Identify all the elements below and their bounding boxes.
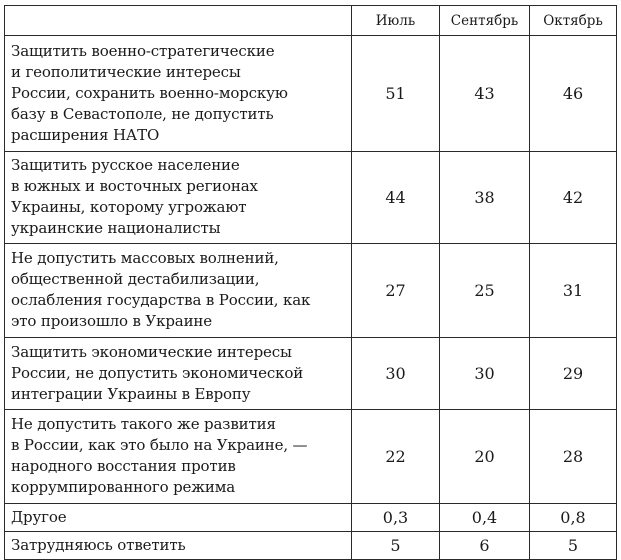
- label-line: в южных и восточных регионах: [11, 177, 258, 195]
- label-line: это произошло в Украине: [11, 312, 213, 330]
- survey-table-container: [4, 5, 616, 560]
- row-label: [5, 410, 352, 504]
- row-label: [5, 152, 352, 244]
- label-line: коррумпированного режима: [11, 478, 236, 496]
- row-label: [5, 36, 352, 152]
- header-row: [5, 6, 617, 36]
- value-september: 25: [440, 244, 530, 338]
- label-line: Защитить русское население: [11, 156, 240, 174]
- table-row: [5, 532, 617, 560]
- table-row: [5, 244, 617, 338]
- survey-table: [4, 5, 617, 560]
- label-line: интеграции Украины в Европу: [11, 384, 251, 403]
- label-line: России, не допустить экономической: [11, 363, 304, 382]
- label-line: Другое: [11, 508, 67, 526]
- row-label: [5, 504, 352, 532]
- value-september: 30: [440, 338, 530, 410]
- value-october: 31: [530, 244, 617, 338]
- table-row: [5, 504, 617, 532]
- label-line: базу в Севастополе, не допустить: [11, 104, 274, 123]
- label-line: и геополитические интересы: [11, 62, 241, 81]
- table-row: [5, 410, 617, 504]
- table-row: [5, 36, 617, 152]
- value-july: 44: [352, 152, 440, 244]
- value-october: 5: [530, 532, 617, 560]
- value-september: 20: [440, 410, 530, 504]
- value-september: 6: [440, 532, 530, 560]
- row-label: [5, 532, 352, 560]
- label-line: Защитить экономические интересы: [11, 342, 292, 361]
- value-september: 0,4: [440, 504, 530, 532]
- label-line: ослабления государства в России, как: [11, 291, 311, 309]
- label-line: расширения НАТО: [11, 125, 160, 144]
- value-october: 29: [530, 338, 617, 410]
- header-september: Сентябрь: [440, 6, 530, 36]
- value-october: 0,8: [530, 504, 617, 532]
- value-july: 0,3: [352, 504, 440, 532]
- label-line: Не допустить такого же развития: [11, 415, 276, 433]
- label-line: общественной дестабилизации,: [11, 270, 260, 288]
- label-line: народного восстания против: [11, 457, 236, 475]
- table-row: [5, 338, 617, 410]
- value-july: 30: [352, 338, 440, 410]
- label-line: Затрудняюсь ответить: [11, 536, 186, 554]
- label-line: России, сохранить военно-морскую: [11, 83, 288, 102]
- label-line: украинские националисты: [11, 219, 221, 237]
- value-october: 28: [530, 410, 617, 504]
- row-label: [5, 244, 352, 338]
- header-july: Июль: [352, 6, 440, 36]
- value-september: 43: [440, 36, 530, 152]
- value-july: 51: [352, 36, 440, 152]
- label-line: Не допустить массовых волнений,: [11, 249, 279, 267]
- value-october: 42: [530, 152, 617, 244]
- header-october: Октябрь: [530, 6, 617, 36]
- value-september: 38: [440, 152, 530, 244]
- header-empty-cell: [5, 6, 352, 36]
- value-july: 5: [352, 532, 440, 560]
- value-july: 22: [352, 410, 440, 504]
- label-line: в России, как это было на Украине, —: [11, 436, 308, 454]
- value-october: 46: [530, 36, 617, 152]
- row-label: [5, 338, 352, 410]
- value-july: 27: [352, 244, 440, 338]
- label-line: Защитить военно-стратегические: [11, 41, 275, 60]
- table-row: [5, 152, 617, 244]
- label-line: Украины, которому угрожают: [11, 198, 247, 216]
